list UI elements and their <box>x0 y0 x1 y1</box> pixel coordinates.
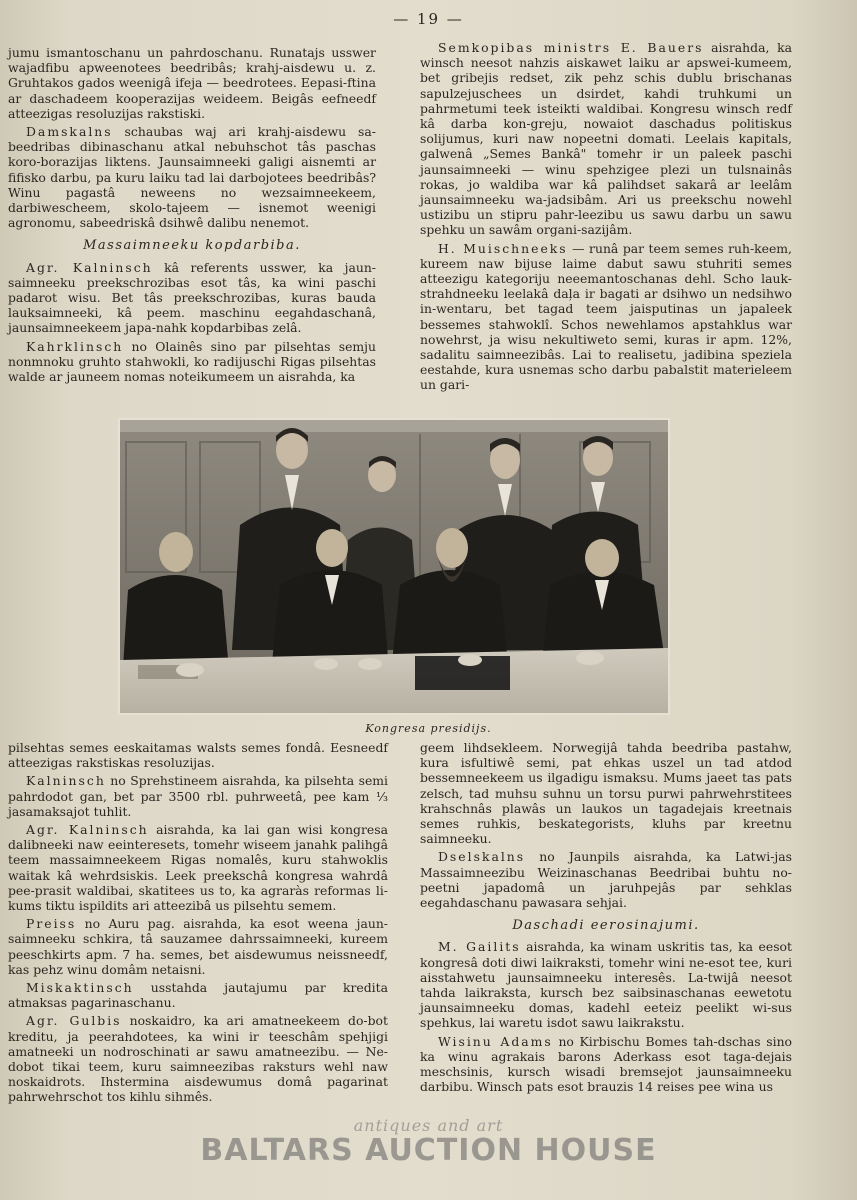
paragraph <box>420 1034 792 1095</box>
paragraph-text: aisrahda, ka winam uskritis tas, ka eesot kongresâ doti diwi laikraksti, tomehr wini ne-esot tee, kuri aisstahwetu jaunsaimneeku interesês. La-twijâ neesot tahda laikraksta, kursch bez saibsinaschanas eewetotu jaunsaimneeku domas, kadehl eeteiz peelikt wi-sus spehkus, lai waretu isdot sawu laikrakstu. <box>420 939 793 1031</box>
paragraph <box>8 124 376 230</box>
paragraph-text: no Olainês sino par pilsehtas semju nonmnoku gruhto stahwokli, ko radijuschi Rigas pilsehtas walde ar jauneem nomas noteikumeem un aisrahda, ka <box>8 338 376 385</box>
paragraph-text: schaubas waj ari krahj-aisdewu sa-beedribas dibinaschanu atkal nebuhschot tâs paschas koro-borazijas liktens. Jaunsaimneeki galigi aisnemti ar fifisko darbu, pa kuru laiku tad lai darbojotees beedribâs? Winu pagastâ neweens no wezsaimneekeem, darbiwescheem, skolo-tajeem — isnemot weenigi agronomu, sabeedriskâ dsihwê dalibu nenemot. <box>8 124 376 231</box>
paragraph-text: kâ referents usswer, ka jaun-saimneeku preekschrozibas esot tâs, ka wini paschi padarot wisu. Bet tâs preekschrozibas, kuras bauda lauksaimneeki, kâ peem. maschinu eegahdaschanâ, jaunsaimneekeem japa-nahk kopdarbibas zelâ. <box>8 259 376 336</box>
speaker-name: Agr. Kalninsch <box>26 259 153 275</box>
paragraph-text: aisrahda, ka lai gan wisi kongresa dalibneeki naw eeinteresets, tomehr wiseem janahk palihgâ teem massaimneekeem Rigas nomalês, kuru stahwoklis waitak kâ wehrdsiskis. Leek preekschâ kongresa wahrdâ pee-prasit waldibai, skatitees us to, ka agraràs reformas li-kums tiktu ispildits ari atteezibâ us pilsehtu semem. <box>8 822 388 914</box>
speaker-name: Damskalns <box>26 124 113 140</box>
paragraph <box>420 939 792 1030</box>
paragraph-text: usstahda jautajumu par kredita atmaksas pagarinaschanu. <box>8 980 388 1011</box>
paragraph-text: no Sprehstineem aisrahda, ka pilsehta semi pahrdodot gan, bet par 3500 rbl. puhrweetâ, pee kam ⅓ jasamaksajot tuhlit. <box>8 773 388 819</box>
paragraph-text: no Auru pag. aisrahda, ka esot weena jaun-saimneeku schkira, tâ sauzamee dahrssaimneeki, kureem peeschkirts apm. 7 ha. semes, bet aisdewumus neissneedf, kas pehz winu domâm netaisni. <box>8 916 388 977</box>
paragraph <box>420 241 792 393</box>
column-bottom-left <box>8 740 388 1108</box>
paragraph <box>8 980 388 1010</box>
paragraph: pilsehtas semes eeskaitamas walsts semes fondâ. Eesneedf atteezigas rakstiskas resoluzijas. <box>8 740 388 771</box>
watermark-tagline: antiques and art <box>353 1116 504 1135</box>
speaker-name: M. Gailits <box>438 939 521 955</box>
section-heading: Massaimneeku kopdarbiba. <box>83 238 301 254</box>
photo-illustration <box>120 420 668 713</box>
paragraph-text: noskaidro, ka ari amatneekeem do-bot kreditu, ja peerahdotees, ka wini ir teeschâm spehjigi amatneeki un nodroschinati ar sawu amatneezibu. — Ne-dobot tikai teem, kuru saimneezibas raksturs wehl naw noskaidrots. Ihstermina aisdewumus domâ pagarinat pahrwehrschot tos kihlu sihmês. <box>8 1013 388 1105</box>
paragraph: jumu ismantoschanu un pahrdoschanu. Runatajs usswer wajadfibu apweenotees beedribâs; krahj-aisdewu u. z. Gruhtakos gados weenigâ ifeja — beedrotees. Eepasi-ftina ar daschadeem kooperazijas weideem. Beigâs eefneedf atteezigas resoluzijas rakstiski. <box>8 45 376 121</box>
column-bottom-right <box>420 740 792 1097</box>
speaker-name: Preiss <box>26 916 77 932</box>
paragraph: geem lihdsekleem. Norwegijâ tahda beedriba pastahw, kura isfultiwê semi, pat ehkas uszel un tad atdod bessemneekeem us ilgadigu ismaksu. Mums jaeet tas pats zelsch, tad muhsu suhnu un torsu purwi pahrwehrstitees krahschnâs plawâs un laukos un tagadejais kreetnais semes ruhkis, beskategorists, kluhs par kreetnu saimneeku. <box>420 740 792 847</box>
paragraph-text: no Kirbischu Bomes tah-dschas sino ka winu agrakais barons Aderkass esot taga-dejais meschsinis, kursch wisadi bremsejot jaunsaimneeku darbibu. Winsch pats esot brauzis 14 reises pee wina us <box>420 1033 793 1095</box>
page-number: — 19 — <box>393 10 464 28</box>
speaker-name: Semkopibas ministrs E. Bauers <box>438 40 704 55</box>
paragraph-text: — runâ par teem semes ruh-keem, kureem naw bijuse laime dabut sawu stuhriti semes atteezigu kategoriju neeemantoschanas dehl. Scho lauk-strahdneeku leelakâ daļa ir bagati ar dsihwo un nedsihwo in-wentaru, bet tagad teem jaisputinas un japaleek bessemes stahwoklî. Schos newehlamos apstahklus war nowehrst, ja wisu nekultiweto semi, kuras ir apm. 12%, sadalitu saimneezibâs. Lai to realisetu, jadibina speziela eestahde, kura usnemas scho darbu pabalstit materieleem un gari- <box>420 240 792 393</box>
group-photograph <box>118 418 670 715</box>
speaker-name: Kahrklinsch <box>26 338 124 354</box>
paragraph-text: no Jaunpils aisrahda, ka Latwi-jas Massaimneezibu Weizinaschanas Beedribai buhtu no-peetni japadomâ un jaruhpejâs par sehklas eegahdaschanu pawasara sehjai. <box>420 849 792 911</box>
speaker-name: Agr. Kalninsch <box>26 822 149 838</box>
paragraph-text: aisrahda, ka winsch neesot nahzis aiskawet laiku ar apswei-kumeem, bet gribejis redset, zik pehz schis dublu brischanas sapulzejuschees un dsirdet, kahdi truhkumi un pahrmetumi teek isteikti waldibai. Kongresu winsch redf kâ darba kon-greju, nowaiot daschadus politiskus solijumus, kuri naw nopeetni domati. Leelais kapitals, galwenâ „Semes Bankâ" tomehr ir un paleek paschi jaunsaimneeki — winu spehzigee plezi un tulsnainâs rokas, jo waldiba war kâ palihdset sakarâ ar leelâm jaunsaimneeku wa-jadsibâm. Ari us preekschu nowehl ustizibu un stipru pahr-leezibu us sawu darbu un sawu spehku un sawâm organi-sazijâm. <box>420 40 792 238</box>
paragraph <box>8 339 376 385</box>
paragraph <box>420 40 792 238</box>
speaker-name: Wisinu Adams <box>438 1033 553 1049</box>
section-heading: Daschadi eerosinajumi. <box>512 918 700 934</box>
paragraph <box>8 822 388 913</box>
column-top-right <box>420 40 792 396</box>
photo-caption: Kongresa presidijs. <box>365 722 492 735</box>
paragraph <box>8 1013 388 1104</box>
speaker-name: Miskaktinsch <box>26 980 134 996</box>
paragraph <box>420 849 792 910</box>
speaker-name: Kalninsch <box>26 773 106 789</box>
speaker-name: Dselskalns <box>438 849 526 865</box>
paragraph <box>8 260 376 336</box>
speaker-name: Agr. Gulbis <box>26 1013 122 1029</box>
column-top-left <box>8 45 376 387</box>
speaker-name: H. Muischneeks <box>438 240 568 256</box>
watermark-logo: BALTARS AUCTION HOUSE <box>200 1133 657 1168</box>
paragraph <box>8 773 388 819</box>
paragraph <box>8 916 388 977</box>
